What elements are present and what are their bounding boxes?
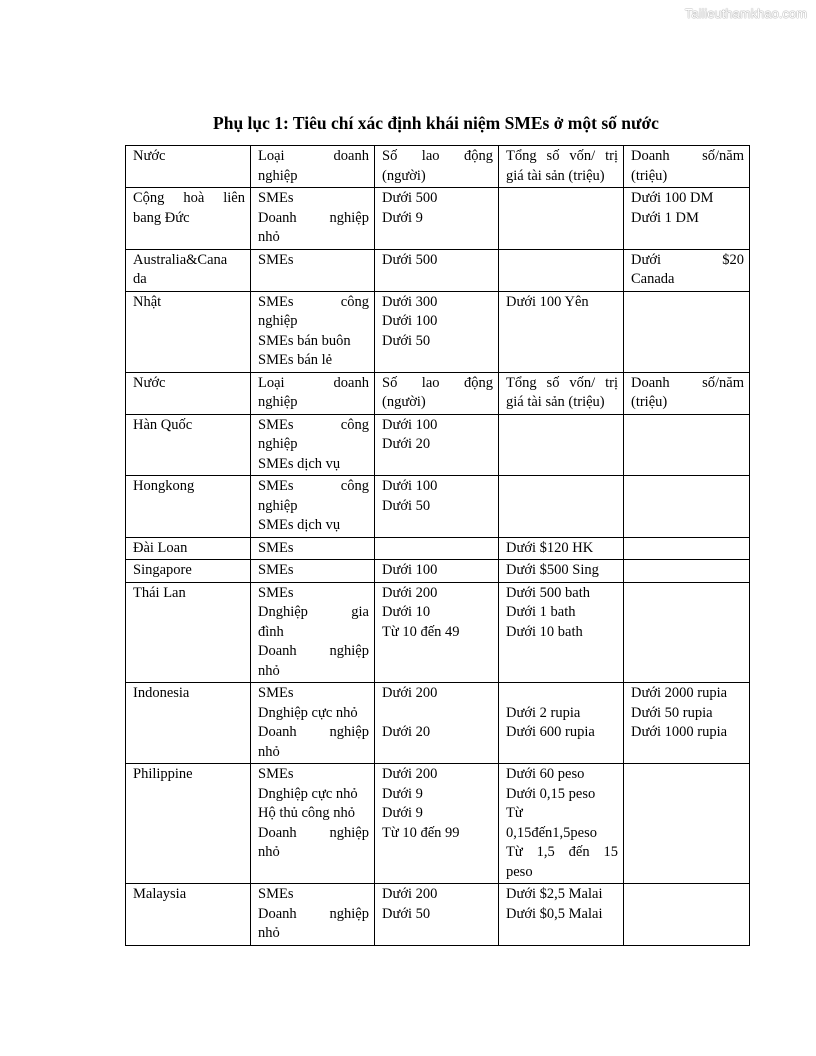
cell-country: Australia&Cana da: [126, 249, 251, 291]
cell-country: Thái Lan: [126, 582, 251, 683]
cell-capital: Dưới $120 HK: [499, 537, 624, 560]
cell-revenue: [624, 537, 750, 560]
cell-revenue: Dưới $20 Canada: [624, 249, 750, 291]
cell-country: Cộng hoà liên bang Đức: [126, 188, 251, 250]
cell-type: SMEs Doanh nghiệp nhỏ: [251, 188, 375, 250]
header-revenue: Doanh số/năm (triệu): [624, 372, 750, 414]
cell-labor: Dưới 200 Dưới 9 Dưới 9 Từ 10 đến 99: [375, 764, 499, 884]
cell-revenue: [624, 582, 750, 683]
cell-labor: Dưới 200 Dưới 20: [375, 683, 499, 764]
cell-labor: [375, 537, 499, 560]
cell-type: SMEs công nghiệp SMEs dịch vụ: [251, 414, 375, 476]
watermark: Tailieuthamkhao.com: [684, 6, 807, 21]
header-country: Nước: [126, 146, 251, 188]
cell-revenue: [624, 291, 750, 372]
cell-revenue: [624, 884, 750, 946]
table-row: [126, 683, 750, 764]
cell-capital: Dưới 2 rupia Dưới 600 rupia: [499, 683, 624, 764]
cell-labor: Dưới 100 Dưới 20: [375, 414, 499, 476]
header-revenue: Doanh số/năm (triệu): [624, 146, 750, 188]
cell-revenue: [624, 764, 750, 884]
cell-capital: [499, 188, 624, 250]
cell-type: SMEs công nghiệp SMEs bán buôn SMEs bán lẻ: [251, 291, 375, 372]
table-row: [126, 582, 750, 683]
cell-type: SMEs Dnghiệp gia đình Doanh nghiệp nhỏ: [251, 582, 375, 683]
cell-country: Hongkong: [126, 476, 251, 538]
table-header-row: [126, 146, 750, 188]
cell-type: SMEs công nghiệp SMEs dịch vụ: [251, 476, 375, 538]
table-row: [126, 414, 750, 476]
cell-labor: Dưới 200 Dưới 50: [375, 884, 499, 946]
cell-country: Malaysia: [126, 884, 251, 946]
header-type: Loại doanh nghiệp: [251, 146, 375, 188]
header-capital: Tổng số vốn/ trị giá tài sản (triệu): [499, 372, 624, 414]
table-row: [126, 291, 750, 372]
header-capital: Tổng số vốn/ trị giá tài sản (triệu): [499, 146, 624, 188]
table-row: [126, 764, 750, 884]
cell-country: Philippine: [126, 764, 251, 884]
cell-type: SMEs: [251, 249, 375, 291]
cell-revenue: [624, 476, 750, 538]
cell-type: SMEs: [251, 537, 375, 560]
header-labor: Số lao động (người): [375, 146, 499, 188]
cell-revenue: Dưới 100 DM Dưới 1 DM: [624, 188, 750, 250]
cell-country: Đài Loan: [126, 537, 251, 560]
cell-type: SMEs Dnghiệp cực nhỏ Doanh nghiệp nhỏ: [251, 683, 375, 764]
table-row: [126, 249, 750, 291]
page-title: Phụ lục 1: Tiêu chí xác định khái niệm SMEs ở một số nước: [213, 113, 659, 133]
cell-capital: Dưới $500 Sing: [499, 560, 624, 583]
cell-capital: Dưới 500 bath Dưới 1 bath Dưới 10 bath: [499, 582, 624, 683]
table-row: [126, 884, 750, 946]
cell-country: Nhật: [126, 291, 251, 372]
cell-revenue: [624, 414, 750, 476]
header-labor: Số lao động (người): [375, 372, 499, 414]
cell-capital: [499, 476, 624, 538]
table-row: [126, 476, 750, 538]
cell-revenue: [624, 560, 750, 583]
cell-type: SMEs Dnghiệp cực nhỏ Hộ thủ công nhỏ Doanh nghiệp nhỏ: [251, 764, 375, 884]
header-country: Nước: [126, 372, 251, 414]
cell-country: Singapore: [126, 560, 251, 583]
cell-type: SMEs Doanh nghiệp nhỏ: [251, 884, 375, 946]
sme-criteria-table: [125, 145, 750, 946]
cell-capital: Dưới $2,5 Malai Dưới $0,5 Malai: [499, 884, 624, 946]
table-row: [126, 188, 750, 250]
cell-labor: Dưới 300 Dưới 100 Dưới 50: [375, 291, 499, 372]
cell-capital: Dưới 60 peso Dưới 0,15 peso Từ 0,15đến1,5peso Từ 1,5 đến 15 peso: [499, 764, 624, 884]
cell-capital: [499, 414, 624, 476]
cell-labor: Dưới 100 Dưới 50: [375, 476, 499, 538]
table-row: [126, 537, 750, 560]
table-row: [126, 560, 750, 583]
cell-country: Hàn Quốc: [126, 414, 251, 476]
cell-labor: Dưới 100: [375, 560, 499, 583]
header-type: Loại doanh nghiệp: [251, 372, 375, 414]
table-header-row-repeat: [126, 372, 750, 414]
cell-labor: Dưới 200 Dưới 10 Từ 10 đến 49: [375, 582, 499, 683]
cell-type: SMEs: [251, 560, 375, 583]
cell-revenue: Dưới 2000 rupia Dưới 50 rupia Dưới 1000 rupia: [624, 683, 750, 764]
cell-capital: [499, 249, 624, 291]
cell-labor: Dưới 500 Dưới 9: [375, 188, 499, 250]
cell-capital: Dưới 100 Yên: [499, 291, 624, 372]
cell-country: Indonesia: [126, 683, 251, 764]
cell-labor: Dưới 500: [375, 249, 499, 291]
